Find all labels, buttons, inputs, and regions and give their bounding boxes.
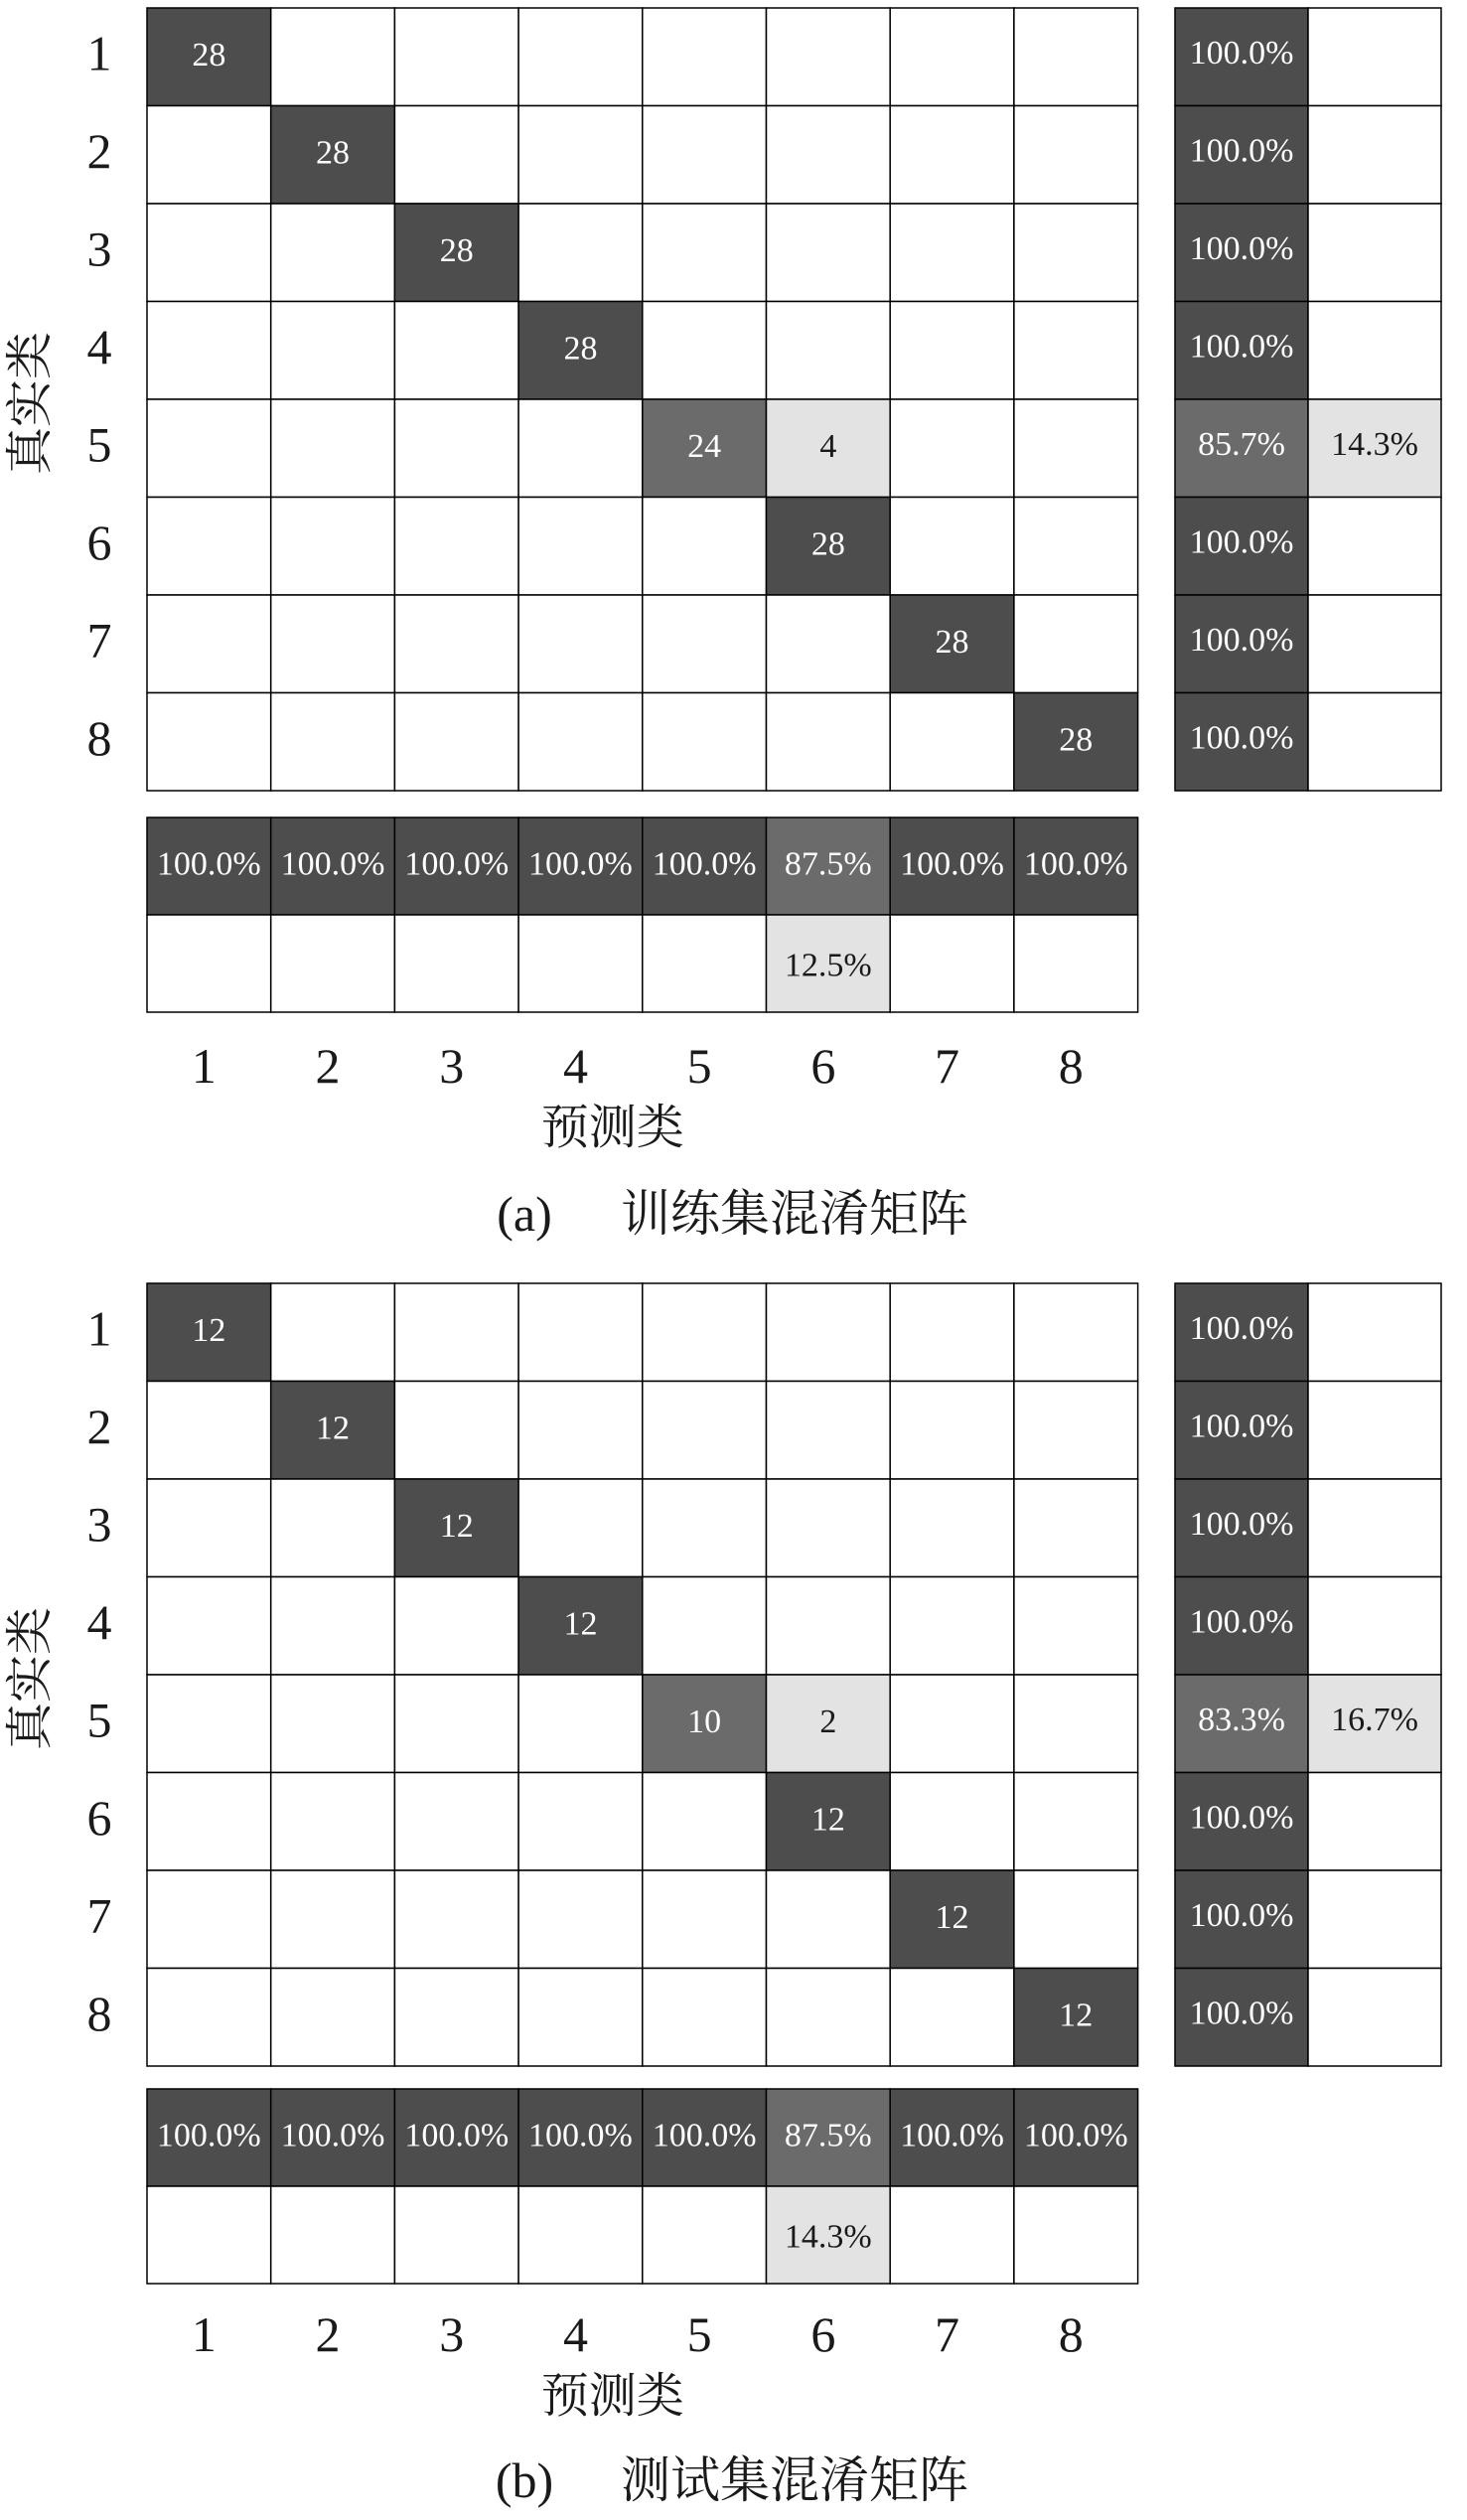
matrix-value: 12: [439, 1507, 474, 1545]
matrix-cell: [890, 1577, 1014, 1676]
row-label: 3: [86, 1496, 112, 1553]
col-summary-value: 100.0%: [528, 845, 633, 883]
col-summary-value: 100.0%: [404, 2117, 510, 2154]
matrix-cell: [394, 595, 518, 693]
matrix-value: 28: [1059, 721, 1094, 759]
matrix-cell: [643, 498, 767, 596]
matrix-value: 12: [1059, 1997, 1094, 2034]
col-label: 5: [686, 1038, 712, 1094]
matrix-value: 24: [687, 427, 722, 465]
row-summary-value: 100.0%: [1189, 328, 1294, 366]
matrix-value: 2: [819, 1703, 837, 1740]
row-summary-cell: [1308, 1870, 1441, 1969]
matrix-cell: [394, 1773, 518, 1871]
matrix-cell: [271, 1479, 395, 1577]
matrix-cell: [147, 1969, 271, 2067]
row-label: 5: [86, 1692, 112, 1748]
matrix-value: 12: [810, 1801, 845, 1839]
matrix-cell: [643, 302, 767, 400]
row-label: 7: [86, 1887, 112, 1944]
matrix-cell: [1014, 498, 1138, 596]
row-summary-cell: [1308, 106, 1441, 205]
col-label: 6: [810, 2306, 836, 2362]
row-summary-value: 85.7%: [1198, 425, 1285, 463]
matrix-cell: [147, 1773, 271, 1871]
row-summary-cell: [1308, 302, 1441, 400]
col-summary-value: 87.5%: [784, 2117, 872, 2154]
matrix-cell: [890, 498, 1014, 596]
matrix-value: 28: [935, 623, 969, 661]
matrix-cell: [1014, 1283, 1138, 1382]
matrix-value: 28: [439, 231, 474, 269]
col-label: 5: [686, 2306, 712, 2362]
matrix-cell: [643, 1577, 767, 1676]
matrix-cell: [518, 8, 643, 106]
row-label: 6: [86, 1789, 112, 1846]
row-summary-cell: [1308, 498, 1441, 596]
matrix-cell: [1014, 1870, 1138, 1969]
y-axis-label: 真实类: [2, 331, 58, 476]
col-summary-value: 100.0%: [900, 2117, 1004, 2154]
matrix-cell: [643, 8, 767, 106]
matrix-cell: [394, 1675, 518, 1773]
col-summary-cell: [1014, 915, 1138, 1012]
matrix-cell: [890, 8, 1014, 106]
matrix-cell: [394, 302, 518, 400]
col-summary-value: 87.5%: [784, 845, 872, 883]
matrix-cell: [1014, 8, 1138, 106]
row-summary-value: 83.3%: [1198, 1701, 1285, 1738]
row-label: 4: [86, 1593, 112, 1650]
matrix-value: 4: [819, 427, 837, 465]
caption-text: 训练集混淆矩阵: [621, 1185, 968, 1243]
row-summary-value: 16.7%: [1331, 1701, 1418, 1738]
col-label: 4: [562, 1038, 588, 1094]
matrix-cell: [394, 106, 518, 205]
matrix-cell: [890, 204, 1014, 302]
matrix-cell: [518, 1382, 643, 1480]
matrix-cell: [271, 1773, 395, 1871]
matrix-cell: [147, 498, 271, 596]
row-summary-cell: [1308, 1479, 1441, 1577]
matrix-cell: [767, 595, 891, 693]
matrix-cell: [643, 693, 767, 792]
col-summary-cell: [1014, 2186, 1138, 2284]
matrix-cell: [271, 302, 395, 400]
matrix-cell: [271, 498, 395, 596]
col-summary-cell: [890, 915, 1014, 1012]
matrix-cell: [890, 1479, 1014, 1577]
matrix-cell: [147, 693, 271, 792]
col-label: 3: [439, 2306, 465, 2362]
matrix-cell: [643, 1283, 767, 1382]
matrix-cell: [394, 1382, 518, 1480]
col-summary-value: 100.0%: [652, 2117, 757, 2154]
matrix-cell: [1014, 302, 1138, 400]
matrix-cell: [767, 302, 891, 400]
row-label: 1: [86, 25, 112, 81]
matrix-cell: [394, 399, 518, 498]
caption-label: (b): [495, 2452, 554, 2508]
matrix-cell: [890, 399, 1014, 498]
matrix-cell: [890, 1675, 1014, 1773]
matrix-cell: [1014, 399, 1138, 498]
matrix-cell: [147, 204, 271, 302]
col-summary-value: 14.3%: [784, 2218, 872, 2256]
matrix-cell: [767, 693, 891, 792]
row-summary-value: 100.0%: [1189, 621, 1294, 659]
row-summary-value: 100.0%: [1189, 1799, 1294, 1837]
matrix-cell: [394, 693, 518, 792]
col-label: 2: [315, 2306, 341, 2362]
col-label: 2: [315, 1038, 341, 1094]
matrix-cell: [643, 1969, 767, 2067]
matrix-cell: [890, 1969, 1014, 2067]
col-summary-cell: [147, 915, 271, 1012]
matrix-cell: [643, 1479, 767, 1577]
row-label: 8: [86, 709, 112, 766]
matrix-cell: [518, 1283, 643, 1382]
matrix-cell: [1014, 1773, 1138, 1871]
col-summary-cell: [890, 2186, 1014, 2284]
matrix-cell: [271, 1969, 395, 2067]
matrix-cell: [147, 595, 271, 693]
matrix-value: 28: [563, 330, 598, 368]
col-label: 1: [191, 2306, 217, 2362]
col-summary-cell: [518, 2186, 643, 2284]
matrix-cell: [643, 106, 767, 205]
matrix-cell: [1014, 204, 1138, 302]
matrix-value: 12: [935, 1898, 969, 1936]
matrix-value: 28: [810, 525, 845, 563]
matrix-cell: [394, 8, 518, 106]
row-summary-value: 100.0%: [1189, 132, 1294, 170]
row-label: 6: [86, 514, 112, 570]
matrix-cell: [1014, 1577, 1138, 1676]
matrix-cell: [643, 595, 767, 693]
matrix-cell: [271, 399, 395, 498]
row-summary-cell: [1308, 595, 1441, 693]
row-summary-value: 100.0%: [1189, 1408, 1294, 1445]
matrix-cell: [767, 1577, 891, 1676]
row-label: 2: [86, 122, 112, 179]
row-summary-value: 100.0%: [1189, 1309, 1294, 1347]
matrix-cell: [890, 1382, 1014, 1480]
col-label: 1: [191, 1038, 217, 1094]
row-summary-value: 100.0%: [1189, 1603, 1294, 1641]
matrix-cell: [767, 8, 891, 106]
matrix-cell: [643, 204, 767, 302]
row-summary-cell: [1308, 204, 1441, 302]
matrix-cell: [890, 302, 1014, 400]
col-label: 4: [562, 2306, 588, 2362]
matrix-cell: [271, 1283, 395, 1382]
col-summary-value: 100.0%: [528, 2117, 633, 2154]
col-label: 7: [935, 1038, 960, 1094]
col-label: 3: [439, 1038, 465, 1094]
row-label: 7: [86, 612, 112, 668]
confusion-panel-b: [2, 1283, 1441, 2509]
matrix-cell: [147, 1577, 271, 1676]
matrix-cell: [271, 1870, 395, 1969]
matrix-cell: [147, 1479, 271, 1577]
row-summary-value: 100.0%: [1189, 1995, 1294, 2032]
matrix-cell: [767, 1870, 891, 1969]
col-summary-value: 100.0%: [156, 845, 261, 883]
col-summary-value: 100.0%: [280, 2117, 385, 2154]
matrix-cell: [767, 106, 891, 205]
matrix-cell: [518, 1773, 643, 1871]
row-summary-cell: [1308, 693, 1441, 792]
caption-text: 测试集混淆矩阵: [621, 2451, 968, 2509]
row-summary-cell: [1308, 1283, 1441, 1382]
col-summary-value: 100.0%: [280, 845, 385, 883]
col-label: 6: [810, 1038, 836, 1094]
matrix-cell: [1014, 1382, 1138, 1480]
row-summary-cell: [1308, 1773, 1441, 1871]
row-summary-cell: [1308, 1969, 1441, 2067]
row-label: 1: [86, 1300, 112, 1357]
row-summary-cell: [1308, 1382, 1441, 1480]
matrix-cell: [518, 106, 643, 205]
matrix-cell: [394, 1577, 518, 1676]
matrix-value: 12: [316, 1409, 351, 1447]
row-label: 4: [86, 318, 112, 374]
y-axis-label: 真实类: [2, 1606, 58, 1751]
confusion-panel-a: [2, 8, 1441, 1243]
matrix-cell: [1014, 106, 1138, 205]
matrix-cell: [518, 204, 643, 302]
matrix-cell: [394, 1969, 518, 2067]
col-summary-cell: [394, 915, 518, 1012]
row-summary-value: 100.0%: [1189, 1896, 1294, 1934]
matrix-cell: [890, 106, 1014, 205]
matrix-cell: [394, 1870, 518, 1969]
matrix-cell: [643, 1382, 767, 1480]
matrix-cell: [518, 498, 643, 596]
matrix-cell: [518, 595, 643, 693]
col-summary-cell: [271, 915, 395, 1012]
col-label: 7: [935, 2306, 960, 2362]
matrix-cell: [1014, 595, 1138, 693]
matrix-cell: [147, 1675, 271, 1773]
matrix-cell: [147, 106, 271, 205]
col-summary-value: 100.0%: [156, 2117, 261, 2154]
row-label: 5: [86, 416, 112, 473]
col-label: 8: [1058, 2306, 1084, 2362]
matrix-cell: [147, 302, 271, 400]
matrix-cell: [643, 1773, 767, 1871]
row-label: 2: [86, 1398, 112, 1454]
matrix-value: 28: [316, 134, 351, 172]
matrix-cell: [518, 693, 643, 792]
col-summary-value: 12.5%: [784, 947, 872, 984]
matrix-cell: [643, 1870, 767, 1969]
row-summary-value: 100.0%: [1189, 719, 1294, 757]
col-summary-value: 100.0%: [1023, 845, 1128, 883]
col-label: 8: [1058, 1038, 1084, 1094]
matrix-cell: [271, 8, 395, 106]
matrix-value: 12: [563, 1605, 598, 1643]
matrix-value: 10: [687, 1703, 722, 1740]
col-summary-cell: [271, 2186, 395, 2284]
matrix-cell: [394, 1283, 518, 1382]
matrix-cell: [394, 498, 518, 596]
matrix-cell: [271, 595, 395, 693]
matrix-cell: [147, 1870, 271, 1969]
col-summary-cell: [643, 2186, 767, 2284]
matrix-cell: [147, 399, 271, 498]
matrix-cell: [767, 1382, 891, 1480]
col-summary-value: 100.0%: [900, 845, 1004, 883]
matrix-cell: [518, 1479, 643, 1577]
x-axis-label: 预测类: [540, 1100, 684, 1155]
matrix-cell: [271, 1577, 395, 1676]
col-summary-value: 100.0%: [1023, 2117, 1128, 2154]
row-summary-value: 100.0%: [1189, 1505, 1294, 1543]
matrix-cell: [518, 1870, 643, 1969]
row-label: 8: [86, 1985, 112, 2041]
row-summary-value: 100.0%: [1189, 229, 1294, 267]
row-summary-cell: [1308, 8, 1441, 106]
matrix-cell: [1014, 1479, 1138, 1577]
matrix-cell: [767, 1479, 891, 1577]
col-summary-value: 100.0%: [652, 845, 757, 883]
matrix-cell: [1014, 1675, 1138, 1773]
matrix-cell: [147, 1382, 271, 1480]
col-summary-cell: [518, 915, 643, 1012]
matrix-cell: [271, 693, 395, 792]
col-summary-cell: [643, 915, 767, 1012]
caption-label: (a): [497, 1186, 552, 1242]
col-summary-cell: [147, 2186, 271, 2284]
row-label: 3: [86, 221, 112, 277]
matrix-cell: [518, 1969, 643, 2067]
row-summary-value: 100.0%: [1189, 523, 1294, 561]
row-summary-cell: [1308, 1577, 1441, 1676]
x-axis-label: 预测类: [540, 2368, 684, 2424]
matrix-cell: [271, 204, 395, 302]
matrix-cell: [518, 399, 643, 498]
matrix-cell: [518, 1675, 643, 1773]
col-summary-value: 100.0%: [404, 845, 510, 883]
matrix-value: 28: [192, 36, 226, 74]
matrix-cell: [767, 1969, 891, 2067]
col-summary-cell: [394, 2186, 518, 2284]
matrix-cell: [767, 1283, 891, 1382]
row-summary-value: 100.0%: [1189, 34, 1294, 72]
matrix-cell: [767, 204, 891, 302]
matrix-value: 12: [192, 1311, 226, 1349]
matrix-cell: [890, 1283, 1014, 1382]
matrix-cell: [890, 693, 1014, 792]
matrix-cell: [890, 1773, 1014, 1871]
row-summary-value: 14.3%: [1331, 425, 1418, 463]
matrix-cell: [271, 1675, 395, 1773]
